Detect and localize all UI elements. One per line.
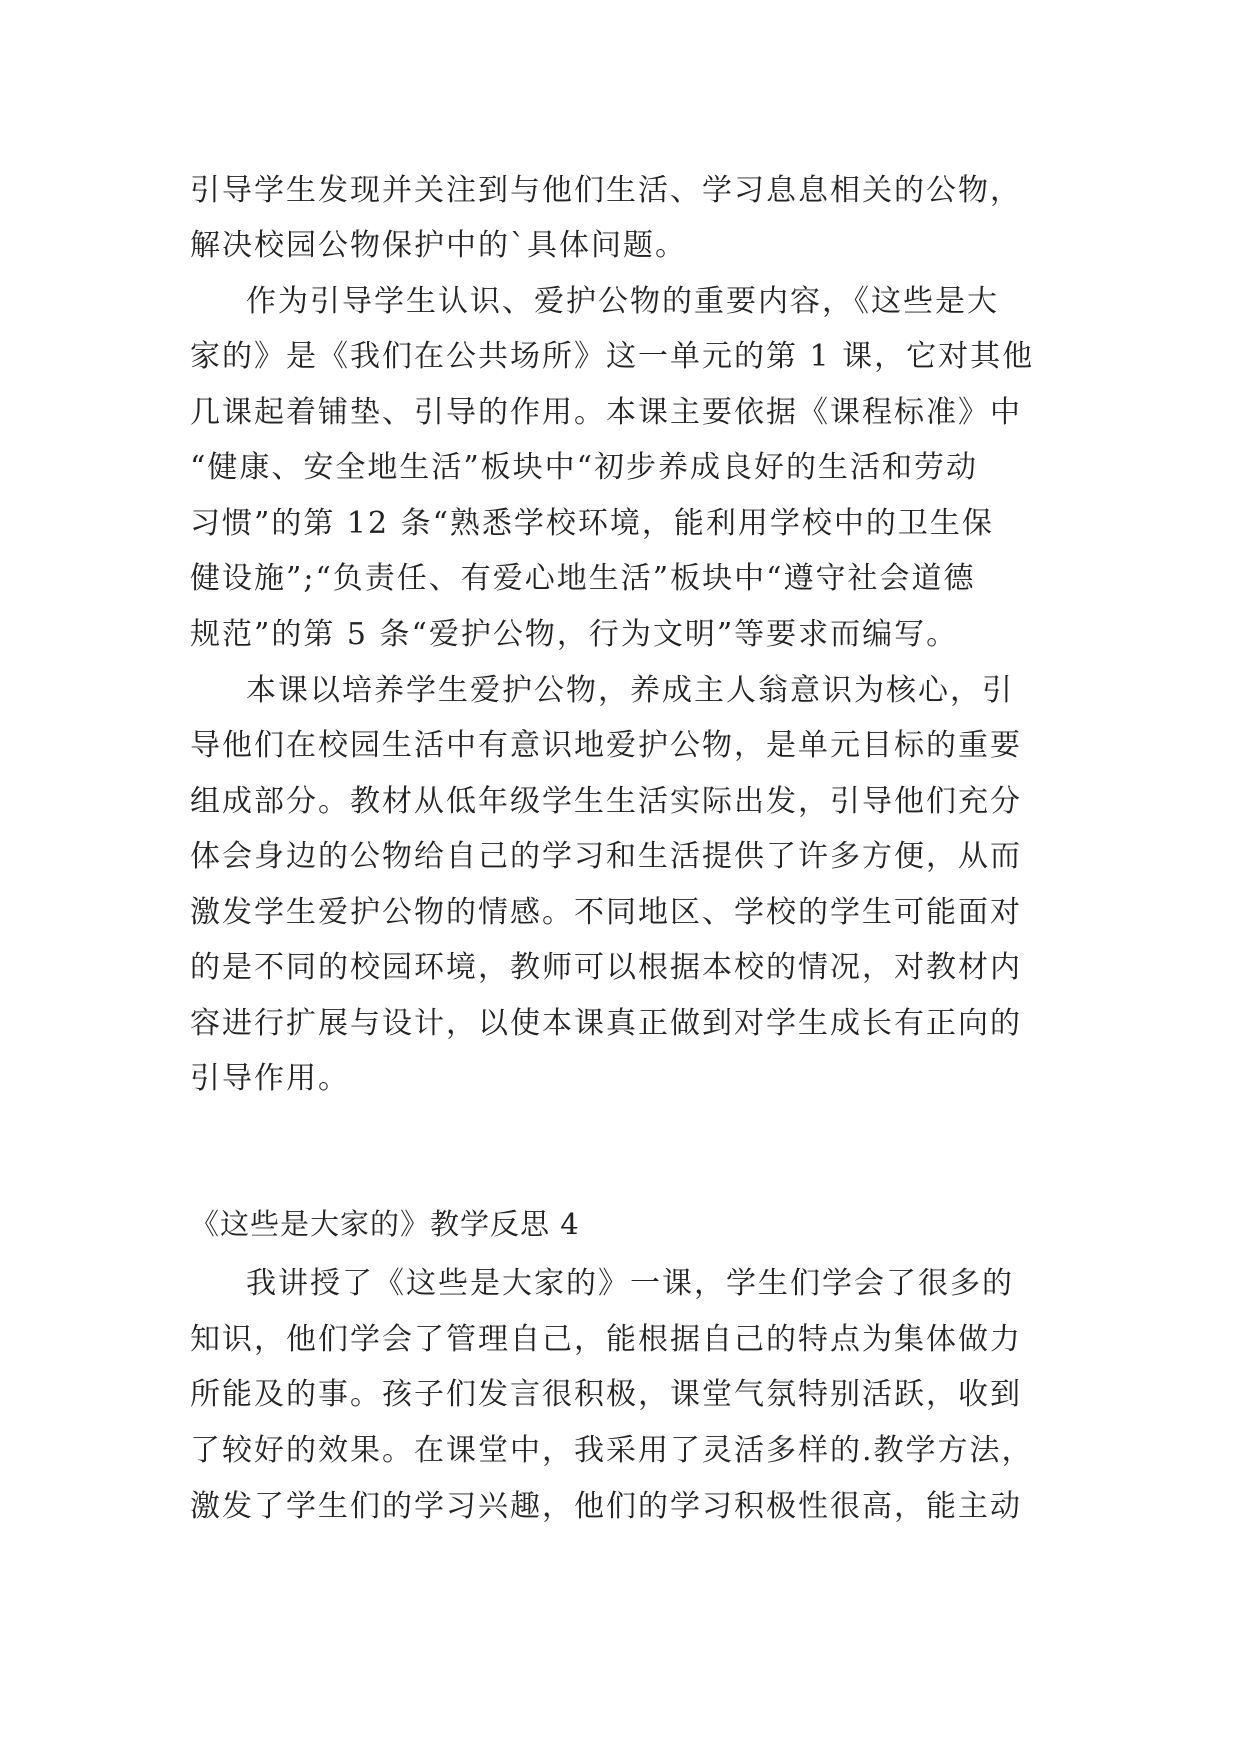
paragraph-line: 体会身边的公物给自己的学习和生活提供了许多方便，从而: [190, 839, 1022, 874]
paragraph-line: 规范”的第 5 条“爱护公物，行为文明”等要求而编写。: [190, 617, 959, 652]
paragraph-line: 知识，他们学会了管理自己，能根据自己的特点为集体做力: [190, 1322, 1022, 1357]
paragraph-line: 容进行扩展与设计，以使本课真正做到对学生成长有正向的: [190, 1006, 1022, 1041]
paragraph-line: 的是不同的校园环境，教师可以根据本校的情况，对教材内: [190, 950, 1022, 985]
paragraph-line: 家的》是《我们在公共场所》这一单元的第 1 课，它对其他: [190, 339, 1035, 374]
paragraph-line: 解决校园公物保护中的`具体问题。: [190, 228, 687, 263]
paragraph-line: 组成部分。教材从低年级学生生活实际出发，引导他们充分: [190, 784, 1022, 819]
paragraph-line: 作为引导学生认识、爱护公物的重要内容，《这些是大: [246, 284, 999, 319]
paragraph-line: 健设施”;“负责任、有爱心地生活”板块中“遵守社会道德: [190, 561, 976, 596]
paragraph-line: “健康、安全地生活”板块中“初步养成良好的生活和劳动: [190, 450, 979, 485]
paragraph-line: 习惯”的第 12 条“熟悉学校环境，能利用学校中的卫生保: [190, 506, 994, 541]
paragraph-line: 我讲授了《这些是大家的》一课，学生们学会了很多的: [246, 1266, 1014, 1301]
paragraph-line: 了较好的效果。在课堂中，我采用了灵活多样的.教学方法，: [190, 1433, 1034, 1468]
paragraph-line: 引导作用。: [190, 1061, 350, 1096]
section-title: 《这些是大家的》教学反思 4: [190, 1207, 580, 1241]
paragraph-line: 激发学生爱护公物的情感。不同地区、学校的学生可能面对: [190, 895, 1022, 930]
paragraph-line: 激发了学生们的学习兴趣，他们的学习积极性很高，能主动: [190, 1489, 1022, 1524]
paragraph-line: 引导学生发现并关注到与他们生活、学习息息相关的公物，: [190, 173, 1022, 208]
paragraph-line: 几课起着铺垫、引导的作用。本课主要依据《课程标准》中: [190, 395, 1022, 430]
paragraph-line: 所能及的事。孩子们发言很积极，课堂气氛特别活跃，收到: [190, 1377, 1022, 1412]
paragraph-line: 导他们在校园生活中有意识地爱护公物，是单元目标的重要: [190, 728, 1022, 763]
paragraph-line: 本课以培养学生爱护公物，养成主人翁意识为核心，引: [246, 673, 1014, 708]
